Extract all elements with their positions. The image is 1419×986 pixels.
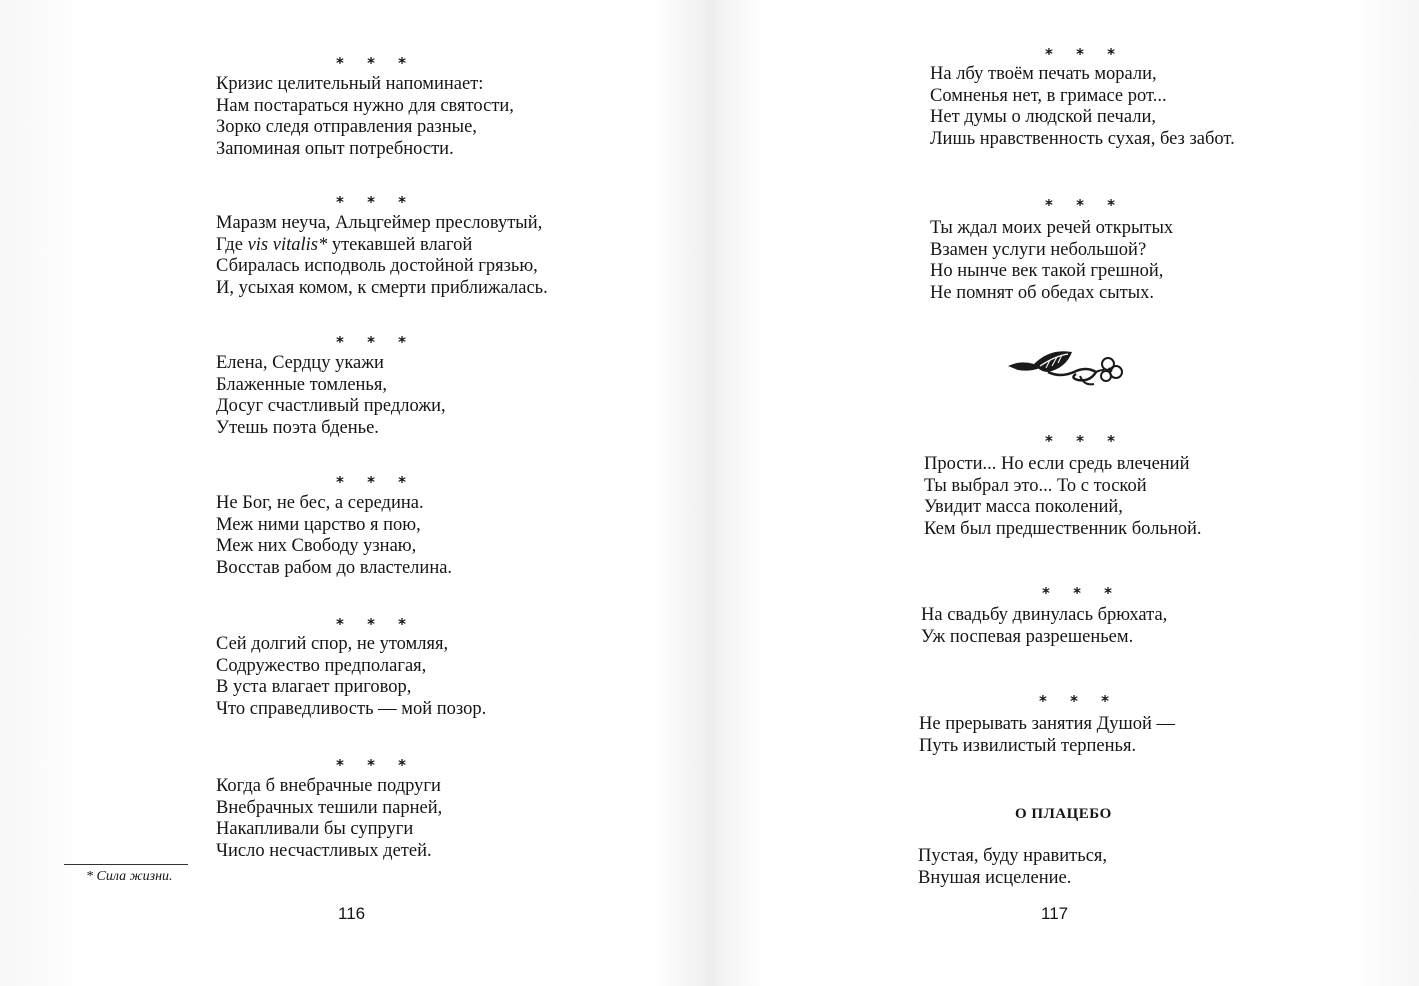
poem-line: Меж них Свободу узнаю, bbox=[216, 536, 417, 556]
poem-line: Сомненья нет, в гримасе рот... bbox=[930, 85, 1167, 106]
poem-line: Сей долгий спор, не утомляя, bbox=[216, 634, 449, 654]
poem-marasm bbox=[216, 213, 548, 299]
poem-line: Когда б внебрачные подруги bbox=[216, 776, 441, 796]
stanza-separator: * * * bbox=[336, 473, 415, 491]
poem-line: Утешь поэта бденье. bbox=[216, 417, 379, 438]
poem-line: Не прерывать занятия Душой — bbox=[919, 714, 1176, 734]
poem-line: Елена, Сердцу укажи bbox=[216, 353, 384, 373]
poem-line: Блаженные томленья, bbox=[216, 374, 387, 395]
stanza-separator: * * * bbox=[336, 193, 415, 211]
footnote: * Сила жизни. bbox=[86, 869, 173, 884]
poem-wedding bbox=[921, 605, 1167, 648]
poem-line: Уж поспевая разрешеньем. bbox=[921, 626, 1134, 647]
poem-line: Увидит масса поколений, bbox=[924, 497, 1123, 517]
floral-vignette-icon bbox=[1000, 342, 1132, 394]
poem-line: Маразм неуча, Альцгеймер пресловутый, bbox=[216, 213, 543, 233]
poem-line: Ты ждал моих речей открытых bbox=[930, 218, 1174, 238]
poem-speeches bbox=[930, 218, 1173, 304]
stanza-separator: * * * bbox=[336, 333, 415, 351]
poem-line bbox=[216, 235, 548, 257]
poem-soul bbox=[919, 714, 1175, 757]
poem-elena bbox=[216, 353, 446, 439]
poem-line: Нам постараться нужно для святости, bbox=[216, 95, 514, 116]
poem-line: На лбу твоём печать морали, bbox=[930, 64, 1157, 84]
poem-line: Путь извилистый терпенья. bbox=[919, 735, 1137, 756]
poem-line-text: Где bbox=[216, 234, 248, 255]
poem-forgive bbox=[924, 454, 1202, 540]
poem-line: Зорко следя отправления разные, bbox=[216, 117, 477, 137]
poem-line: Прости... Но если средь влечений bbox=[924, 454, 1190, 474]
poem-spouses bbox=[216, 776, 442, 862]
poem-line: Сбиралась исподволь достойной грязью, bbox=[216, 256, 538, 276]
poem-line: Взамен услуги небольшой? bbox=[930, 239, 1147, 260]
poem-line: Внебрачных тешили парней, bbox=[216, 797, 443, 818]
footnote-reference: vis vitalis* bbox=[247, 234, 328, 255]
page-number-left: 116 bbox=[338, 904, 366, 923]
poem-line: Ты выбрал это... То с тоской bbox=[924, 475, 1147, 496]
poem-crisis bbox=[216, 74, 514, 160]
poem-line: Кем был предшественник больной. bbox=[924, 518, 1202, 539]
left-page bbox=[0, 0, 700, 986]
stanza-separator: * * * bbox=[1039, 692, 1118, 710]
poem-line: Внушая исцеление. bbox=[918, 867, 1072, 888]
poem-line: Пустая, буду нравиться, bbox=[918, 846, 1108, 866]
poem-line: Не Бог, не бес, а середина. bbox=[216, 493, 424, 513]
poem-line: Запоминая опыт потребности. bbox=[216, 138, 454, 159]
poem-line: Что справедливость — мой позор. bbox=[216, 698, 487, 719]
poem-morality bbox=[930, 64, 1235, 150]
stanza-separator: * * * bbox=[1045, 432, 1124, 450]
poem-line: Не помнят об обедах сытых. bbox=[930, 282, 1155, 303]
stanza-separator: * * * bbox=[1042, 584, 1121, 602]
poem-line: На свадьбу двинулась брюхата, bbox=[921, 605, 1168, 625]
section-title-placebo: О ПЛАЦЕБО bbox=[1015, 806, 1112, 822]
stanza-separator: * * * bbox=[336, 54, 415, 72]
poem-line: Восстав рабом до властелина. bbox=[216, 557, 453, 578]
poem-middle bbox=[216, 493, 452, 579]
footnote-divider bbox=[64, 864, 188, 865]
poem-line: И, усыхая комом, к смерти приближалась. bbox=[216, 277, 548, 298]
poem-dispute bbox=[216, 634, 486, 720]
poem-line-text: утекавшей влагой bbox=[327, 234, 473, 255]
poem-line: Досуг счастливый предложи, bbox=[216, 396, 446, 416]
stanza-separator: * * * bbox=[1045, 196, 1124, 214]
page-number-right: 117 bbox=[1041, 904, 1069, 923]
poem-line: Лишь нравственность сухая, без забот. bbox=[930, 128, 1235, 149]
poem-line: Но нынче век такой грешной, bbox=[930, 261, 1164, 281]
poem-line: Меж ними царство я пою, bbox=[216, 514, 421, 535]
stanza-separator: * * * bbox=[336, 756, 415, 774]
stanza-separator: * * * bbox=[336, 615, 415, 633]
poem-line: Накапливали бы супруги bbox=[216, 819, 414, 839]
stanza-separator: * * * bbox=[1045, 45, 1124, 63]
poem-line: В уста влагает приговор, bbox=[216, 677, 412, 697]
poem-placebo bbox=[918, 846, 1107, 889]
poem-line: Кризис целительный напоминает: bbox=[216, 74, 484, 94]
poem-line: Число несчастливых детей. bbox=[216, 840, 432, 861]
poem-line: Содружество предполагая, bbox=[216, 655, 427, 676]
poem-line: Нет думы о людской печали, bbox=[930, 107, 1156, 127]
